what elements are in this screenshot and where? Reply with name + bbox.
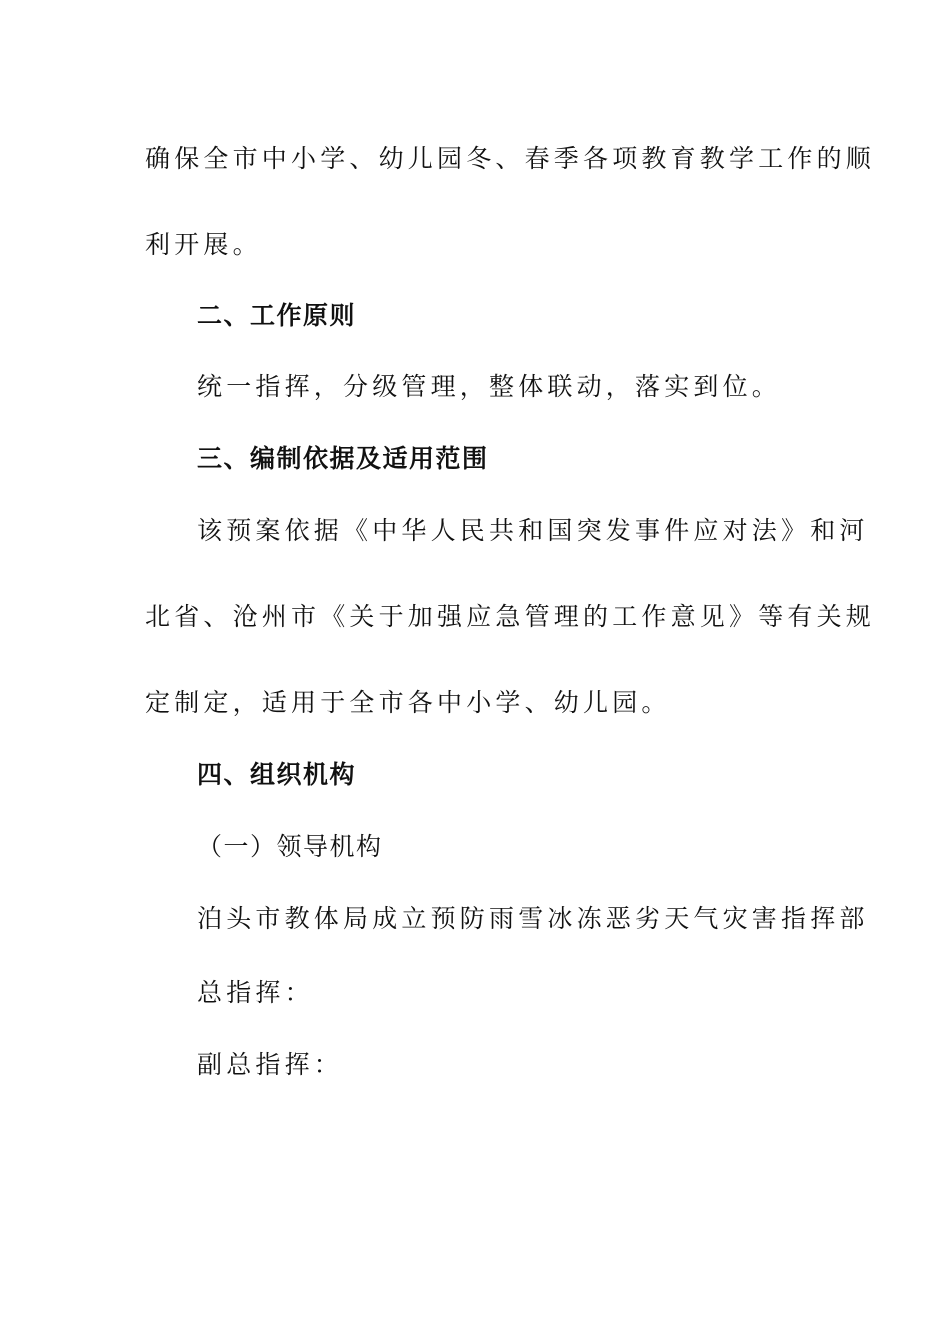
principles-text: 统一指挥，分级管理，整体联动，落实到位。 (197, 372, 782, 401)
basis-line-2: 北省、沧州市《关于加强应急管理的工作意见》等有关规 (145, 602, 876, 631)
section-heading-principles: 二、工作原则 (197, 301, 357, 330)
section-heading-basis: 三、编制依据及适用范围 (197, 444, 489, 473)
basis-line-1: 该预案依据《中华人民共和国突发事件应对法》和河 (197, 516, 869, 545)
section-heading-organization: 四、组织机构 (197, 760, 357, 789)
commander-label: 总指挥： (197, 978, 314, 1007)
basis-line-3: 定制定，适用于全市各中小学、幼儿园。 (145, 688, 671, 717)
subheading-leadership: （一）领导机构 (197, 832, 383, 861)
leadership-text: 泊头市教体局成立预防雨雪冰冻恶劣天气灾害指挥部 (197, 904, 869, 933)
intro-line-2: 利开展。 (145, 230, 262, 259)
intro-line-1: 确保全市中小学、幼儿园冬、春季各项教育教学工作的顺 (145, 144, 876, 173)
deputy-commander-label: 副总指挥： (197, 1050, 344, 1079)
